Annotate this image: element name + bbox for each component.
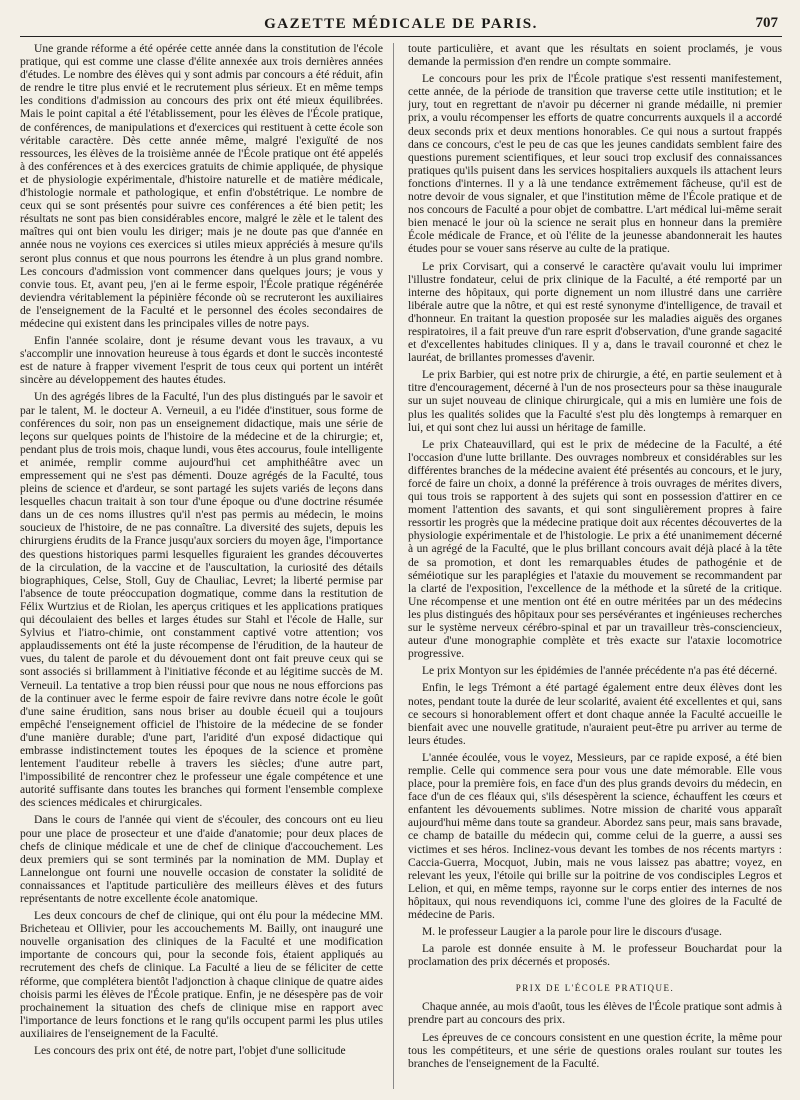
- paragraph: Les deux concours de chef de clinique, qui ont élu pour la médecine MM. Bricheteau et Ollivier, pour les accouchements M. Bailly, ont inauguré une nouvelle organisation des cliniques de la Faculté et une modification importante de concours qui, pour la seconde fois, étaient appliqués au recrutement des chefs de clinique. La Faculté a lieu de se féliciter de cette réforme, que complétera bientôt l'adjonction à chaque clinique de quatre aides choisis parmi les élèves de l'École pratique. Enfin, je ne désespère pas de voir prochainement la situation des chefs de clinique mise en rapport avec l'importance de leurs fonctions et le rang qu'ils occupent parmi les plus utiles auxiliaires de l'enseignement de la Faculté.: [20, 910, 383, 1040]
- right-column: [408, 43, 782, 1089]
- paragraph: Dans le cours de l'année qui vient de s'écouler, des concours ont eu lieu pour une place de prosecteur et une d'aide d'anatomie; pour deux places de chefs de clinique médicale et une de chef de clinique d'accouchement. Les deux premiers qui se sont terminés par la nomination de MM. Duplay et Lannelongue ont fourni une nouvelle occasion de constater la solidité de connaissances et l'aptitude particulière des meilleurs élèves et des futurs représentants de notre excellente école anatomique.: [20, 814, 383, 905]
- left-column: [20, 43, 394, 1089]
- paragraph: L'année écoulée, vous le voyez, Messieurs, par ce rapide exposé, a été bien remplie. Celle qui commence sera pour vous une date mémorable. Elle vous place, pour la première fois, en face d'un des plus grands devoirs du médecin, en face d'un de ces fléaux qui, s'ils désespèrent la science, échauffent les cœurs et enfantent les dévouements sublimes. Notre mission de charité vous apparaît aujourd'hui même dans toute sa grandeur. Abordez sans peur, mais sans bravade, ce champ de bataille du médecin qui, comme celui de la guerre, a aussi ses victimes et ses héros. Inclinez-vous devant les tombes de nos récents martyrs : Caccia-Guerra, Mocquot, Jubin, mais ne vous laissez pas abattre; voyez, en relevant les yeux, l'étoile qui brille sur la poitrine de vos condisciples Legros et Lelion, et qui, en même temps, rayonne sur le corps entier des internes de nos hôpitaux, qui nous revendiquons ici, comme l'une des gloires de la Faculté de médecine de Paris.: [408, 751, 782, 921]
- paragraph: M. le professeur Laugier a la parole pour lire le discours d'usage.: [422, 926, 722, 939]
- paragraph: Le prix Corvisart, qui a conservé le caractère qu'avait voulu lui imprimer l'illustre fondateur, celui de prix clinique de la Faculté, a été remporté par un interne des hôpitaux, qui porte dignement un nom illustré dans une carrière libérale autre que la nôtre, et qui est resté synonyme d'intelligence, de travail et d'honneur. En traitant la question proposée sur les maladies aiguës des organes respiratoires, il a fait preuve d'un rare esprit d'observation, d'une grande sagacité et d'excellentes habitudes cliniques. Il y a, dans le travail couronné et chez le lauréat, de brillantes promesses d'avenir.: [408, 260, 782, 365]
- page-number: 707: [755, 15, 778, 31]
- paragraph: Enfin l'année scolaire, dont je résume devant vous les travaux, a vu s'accomplir une innovation heureuse à tous égards et dont le succès incontesté est de nature à frapper vivement l'esprit de tous ceux qui portent un intérêt sincère au développement des hautes études.: [20, 335, 383, 387]
- paragraph: Le prix Montyon sur les épidémies de l'année précédente n'a pas été décerné.: [422, 665, 778, 678]
- paragraph: Chaque année, au mois d'août, tous les élèves de l'École pratique sont admis à prendre part au concours des prix.: [408, 1001, 782, 1027]
- paragraph: Les concours des prix ont été, de notre part, l'objet d'une sollicitude: [34, 1045, 346, 1058]
- journal-title: GAZETTE MÉDICALE DE PARIS.: [264, 15, 538, 32]
- paragraph: Enfin, le legs Trémont a été partagé également entre deux élèves dont les notes, pendant toute la durée de leur scolarité, avaient été excellentes et qui, sans ce secours si honorablement offert et dont chaque année la Faculté accueille le bienfait avec une nouvelle gratitude, n'auraient peut-être pu arriver au terme de leurs études.: [408, 682, 782, 747]
- paragraph: Un des agrégés libres de la Faculté, l'un des plus distingués par le savoir et par le talent, M. le docteur A. Verneuil, a eu l'idée d'instituer, sous forme de conférences du soir, non pas un enseignement didactique, mais une série de leçons sur quelques points de l'histoire de la médecine et de la chirurgie; et, pendant plus de trois mois, chaque lundi, vous êtes accourus, foule intelligente et animée, remplir comme aujourd'hui cet amphithéâtre avec un empressement qui ne s'est pas démenti. Douze agrégés de la Faculté, tous pleins de science et d'ardeur, se sont partagé les sujets variés de leçons dans lesquelles chacun traitait à son tour d'une époque ou d'une doctrine résumée dans un de ces noms illustres qu'il n'est pas permis au médecin, le moins soucieux de l'histoire, de ne pas connaître. La diversité des sujets, depuis les chirurgiens érudits de la France jusqu'aux sorciers du moyen âge, l'importance des questions historiques parmi lesquelles figuraient les grandes découvertes de la circulation, de la vaccine et de l'auscultation, la curiosité des détails biographiques, Celse, Stoll, Guy de Chauliac, Levret; la liberté permise par l'absence de toute préoccupation dogmatique, comme dans la restitution de Félix Wurtzius et de Riolan, les aperçus critiques et les applications pratiques qui découlaient des belles et larges études sur Stahl et l'école de Halle, sur Sylvius et l'iatro-chimie, ont constamment captivé votre attention; vos applaudissements ont été la juste récompense de l'érudition, de la hauteur de vues, du talent de parole et du dévouement dont ont fait preuve ceux qui se sont associés si brillamment à l'initiative féconde et au légitime succès de M. Verneuil. La tentative a trop bien réussi pour que nous ne nous efforcions pas de la continuer avec le ferme espoir de faire revivre dans notre école le goût d'une saine érudition, sans nous briser au double écueil qui a toujours empêché l'enseignement officiel de l'histoire de la médecine de se fonder d'une manière durable; d'une part, l'aridité d'un exposé didactique qui embrasse indistinctement toutes les époques de la science et promène lentement l'auditeur rebelle à travers les siècles; d'une autre part, l'impossibilité de rencontrer chez le professeur une égale compétence et une autorité suffisante dans toutes les branches qui forment l'ensemble complexe des sciences médicales et chirurgicales.: [20, 391, 383, 810]
- paragraph: Le concours pour les prix de l'École pratique s'est ressenti manifestement, cette année, de la période de transition que traverse cette utile institution; et le jury, tout en regrettant de n'avoir pu décerner ni grande médaille, ni premier prix, a voulu récompenser les efforts de quatre concurrents auxquels il a accordé deux seconds prix et deux mentions honorables. Ce qui nous a surtout frappés dans ce concours, c'est le peu de cas que les jeunes candidats semblent faire des questions purement scientifiques, et leur souci trop exclusif des connaissances pratiques qu'ils puisent dans les services hospitaliers auxquels ils attachent leurs fonctions d'internes. Il y a là une tendance extrêmement fâcheuse, qu'il est de notre devoir de vous signaler, et que l'institution même de l'École pratique et de nos concours de Faculté a pour objet de combattre. L'art médical lui-même serait bien menacé le jour où la science ne serait plus en honneur dans la première École médicale de France, et où l'élite de la jeunesse abandonnerait les hautes études pour se vouer sans réserve au culte de la pratique.: [408, 73, 782, 256]
- paragraph: toute particulière, et avant que les résultats en soient proclamés, je vous demande la permission d'en rendre un compte sommaire.: [408, 43, 782, 69]
- article-columns: [20, 43, 782, 1089]
- paragraph: La parole est donnée ensuite à M. le professeur Bouchardat pour la proclamation des prix décernés et proposés.: [408, 943, 782, 969]
- section-heading: PRIX DE L'ÉCOLE PRATIQUE.: [515, 983, 675, 994]
- page-header: [20, 12, 782, 37]
- paragraph: Les épreuves de ce concours consistent en une question écrite, la même pour tous les compétiteurs, et une série de questions orales roulant sur toutes les branches de l'enseignement de la Faculté.: [408, 1031, 782, 1070]
- paragraph: Le prix Barbier, qui est notre prix de chirurgie, a été, en partie seulement et à titre d'encouragement, décerné à l'un de nos prosecteurs pour sa thèse inaugurale sur un sujet nouveau de clinique chirurgicale, qui a mis en lumière une fois de plus les qualités solides que la Faculté s'est plu dès longtemps à remarquer en lui, et qui sont chez lui aussi un héritage de famille.: [408, 369, 782, 434]
- paragraph: Une grande réforme a été opérée cette année dans la constitution de l'école pratique, qui est comme une classe d'élite annexée aux trois dernières années d'études. Le nombre des élèves qui y sont admis par concours a été réduit, afin de rendre le titre plus envié et le recrutement plus sérieux. Et en même temps les conditions d'admission au concours des prix ont été mieux équilibrées. Mais le point capital a été l'établissement, pour les élèves de l'École pratique, de conférences, de manipulations et d'exercices qui restituent à cette école son véritable caractère. Dès cette année même, malgré l'exiguïté de nos ressources, les élèves de la troisième année de l'École pratique ont été appelés à des conférences et à des exercices gratuits de chimie appliquée, de physique et de physiologie expérimentale, d'histoire naturelle et de matière médicale, d'histologie normale et pathologique, et enfin d'obstétrique. Le nombre de ceux qui se sont présentés pour suivre ces conférences a été bien petit; les résultats ne sont pas bien considérables encore, malgré le zèle et le talent des maîtres qui ont bien voulu les diriger; mais je ne doute pas que d'année en année nous ne voyions ces exercices si utiles mieux appréciés à mesure qu'ils seront plus connus et que nous pourrons les étendre à un plus grand nombre. Les concours d'admission vont commencer dans quelques jours; je vous y convie tous. Et, avant peu, j'en ai le ferme espoir, l'École pratique régénérée deviendra véritablement la pépinière féconde où se recruteront les auxiliaires de l'enseignement de la Faculté et le personnel des écoles secondaires de médecine qui existent dans les principales villes de notre pays.: [20, 43, 383, 330]
- paragraph: Le prix Chateauvillard, qui est le prix de médecine de la Faculté, a été l'occasion d'une lutte brillante. Des ouvrages nombreux et considérables sur les différentes branches de la médecine avaient été présentés au concours, et le jury, forcé de faire un choix, a donné la préférence à trois ouvrages de mérites divers, qui tous trois se rapportent à des sujets qui sont en possession d'attirer en ce moment l'attention des savants, et qui sont singulièrement propres à faire ressortir les progrès que la médecine pratique doit aux récentes découvertes de la physiologie expérimentale et de l'histologie. Le prix a été unanimement décerné à un agrégé de la Faculté, que le plus brillant concours avait déjà placé à la tête de sa promotion, et dont les remarquables études de pathogénie et de séméiotique sur les paraplégies et l'ataxie du mouvement se recommandent par la clarté de l'exposition, l'excellence de la méthode et la sûreté de la critique. Une récompense et une mention ont été en outre méritées par un des médecins les plus distingués des hôpitaux pour ses persévérantes et ingénieuses recherches sur le système nerveux cérébro-spinal et par un travailleur très-consciencieux, auteur d'une monographie complète et très exacte sur l'ataxie locomotrice progressive.: [408, 438, 782, 661]
